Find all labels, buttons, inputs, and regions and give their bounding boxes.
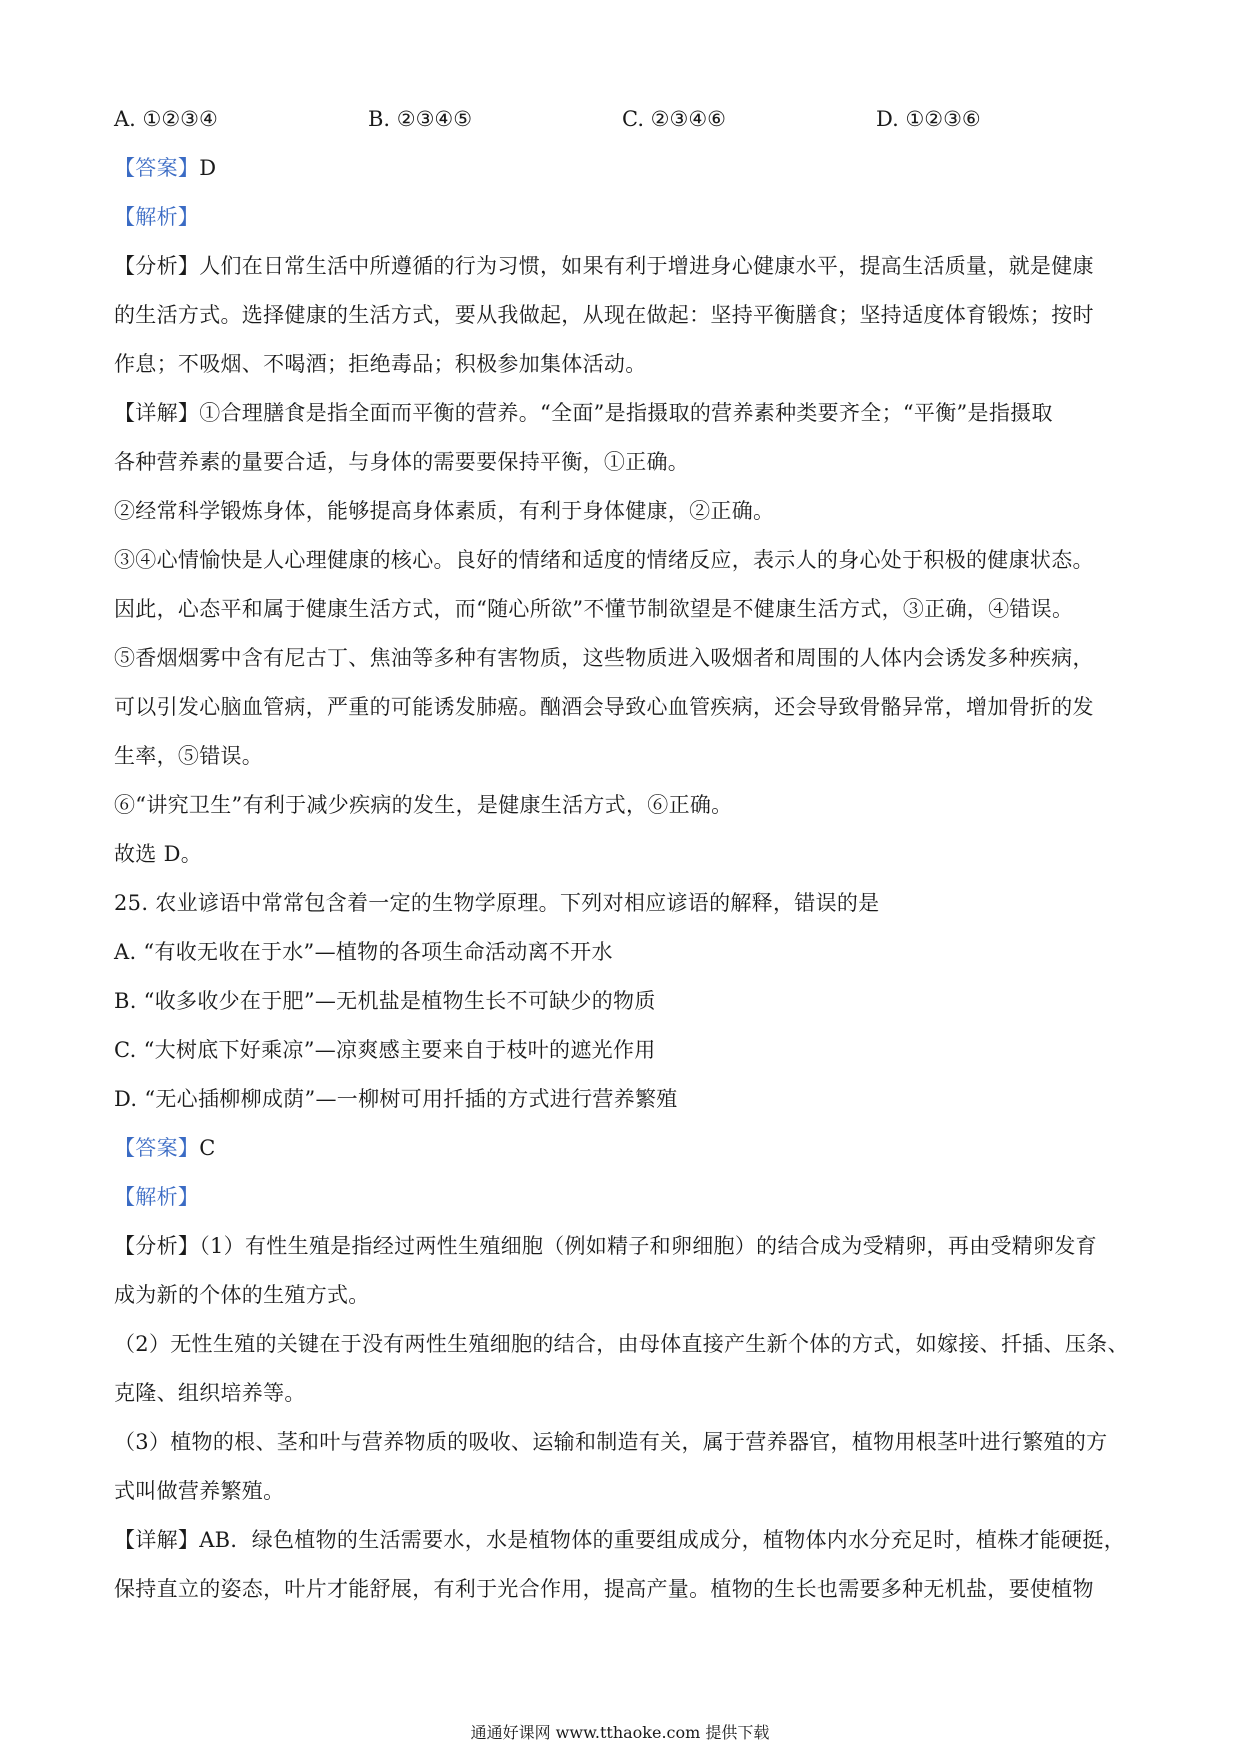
- q24-xiangjie-line-6: ⑤香烟烟雾中含有尼古丁、焦油等多种有害物质，这些物质进入吸烟者和周围的人体内会诱发多种疾病，: [114, 646, 1094, 670]
- q24-xiangjie-line-7: 可以引发心脑血管病，严重的可能诱发肺癌。酗酒会导致心血管疾病，还会导致骨骼异常，增加骨折的发: [114, 695, 1094, 719]
- q24-analysis-line: [114, 202, 1134, 232]
- q24-xiangjie-line-10: 故选 D。: [114, 842, 203, 866]
- q24-option-a: A. ①②③④: [114, 107, 218, 131]
- q24-option-b: B. ②③④⑤: [368, 107, 473, 131]
- q24-fenxi-line-1: [114, 251, 1134, 281]
- q24-fenxi-line-2: 的生活方式。选择健康的生活方式，要从我做起，从现在做起：坚持平衡膳食；坚持适度体育锻炼；按时: [114, 303, 1094, 327]
- xiangjie-tag: 【详解】: [114, 401, 200, 425]
- q24-xiangjie-line-3: ②经常科学锻炼身体，能够提高身体素质，有利于身体健康，②正确。: [114, 499, 775, 523]
- q24-options: [114, 104, 1134, 134]
- q24-xiangjie-line-9: ⑥“讲究卫生”有利于减少疾病的发生，是健康生活方式，⑥正确。: [114, 793, 733, 817]
- q25-fenxi-line-1: [114, 1231, 1134, 1261]
- q25-analysis-line: [114, 1182, 1134, 1212]
- q25-fenxi-text-1: （1）有性生殖是指经过两性生殖细胞（例如精子和卵细胞）的结合成为受精卵，再由受精卵发育: [199, 1234, 1097, 1258]
- fenxi-tag: 【分析】: [114, 1234, 200, 1258]
- q24-answer: D: [199, 156, 217, 180]
- q25-stem: 25. 农业谚语中常常包含着一定的生物学原理。下列对相应谚语的解释，错误的是: [114, 891, 880, 915]
- page-footer: 通通好课网 www.tthaoke.com 提供下载: [470, 1723, 770, 1742]
- q25-xiangjie-line-2: 保持直立的姿态，叶片才能舒展，有利于光合作用，提高产量。植物的生长也需要多种无机盐，要使植物: [114, 1577, 1094, 1601]
- q25-fenxi-line-2: 成为新的个体的生殖方式。: [114, 1283, 370, 1307]
- xiangjie-tag: 【详解】: [114, 1528, 200, 1552]
- q24-xiangjie-line-4: ③④心情愉快是人心理健康的核心。良好的情绪和适度的情绪反应，表示人的身心处于积极的健康状态。: [114, 548, 1094, 572]
- answer-tag: 【答案】: [114, 156, 200, 180]
- answer-tag: 【答案】: [114, 1136, 200, 1160]
- q25-option-b: B. “收多收少在于肥”—无机盐是植物生长不可缺少的物质: [114, 989, 656, 1013]
- q24-xiangjie-line-1: [114, 398, 1134, 428]
- q24-option-d: D. ①②③⑥: [876, 107, 981, 131]
- q25-xiangjie-line-1: [114, 1525, 1134, 1555]
- q25-fenxi-line-6: 式叫做营养繁殖。: [114, 1479, 285, 1503]
- q24-option-c: C. ②③④⑥: [622, 107, 726, 131]
- q24-fenxi-text-1: 人们在日常生活中所遵循的行为习惯，如果有利于增进身心健康水平，提高生活质量，就是健康: [199, 254, 1094, 278]
- q25-option-c: C. “大树底下好乘凉”—凉爽感主要来自于枝叶的遮光作用: [114, 1038, 656, 1062]
- q24-xiangjie-line-8: 生率，⑤错误。: [114, 744, 264, 768]
- q25-option-d: D. “无心插柳柳成荫”—一柳树可用扦插的方式进行营养繁殖: [114, 1087, 678, 1111]
- q25-fenxi-line-5: （3）植物的根、茎和叶与营养物质的吸收、运输和制造有关，属于营养器官，植物用根茎叶进行繁殖的方: [114, 1430, 1108, 1454]
- q25-answer: C: [199, 1136, 216, 1160]
- q24-xiangjie-line-2: 各种营养素的量要合适，与身体的需要要保持平衡，①正确。: [114, 450, 690, 474]
- q25-xiangjie-text-1: AB．绿色植物的生活需要水，水是植物体的重要组成成分，植物体内水分充足时，植株才能硬挺，: [199, 1528, 1125, 1552]
- q24-xiangjie-line-5: 因此，心态平和属于健康生活方式，而“随心所欲”不懂节制欲望是不健康生活方式，③正确，④错误。: [114, 597, 1074, 621]
- q24-xiangjie-text-1: ①合理膳食是指全面而平衡的营养。“全面”是指摄取的营养素种类要齐全；“平衡”是指摄取: [199, 401, 1053, 425]
- q24-fenxi-line-3: 作息；不吸烟、不喝酒；拒绝毒品；积极参加集体活动。: [114, 352, 647, 376]
- analysis-tag: 【解析】: [114, 1185, 200, 1209]
- analysis-tag: 【解析】: [114, 205, 200, 229]
- q25-fenxi-line-4: 克隆、组织培养等。: [114, 1381, 306, 1405]
- q24-answer-line: [114, 153, 1134, 183]
- q25-option-a: A. “有收无收在于水”—植物的各项生命活动离不开水: [114, 940, 613, 964]
- q25-answer-line: [114, 1133, 1134, 1163]
- q25-fenxi-line-3: （2）无性生殖的关键在于没有两性生殖细胞的结合，由母体直接产生新个体的方式，如嫁接、扦插、压条、: [114, 1332, 1129, 1356]
- fenxi-tag: 【分析】: [114, 254, 200, 278]
